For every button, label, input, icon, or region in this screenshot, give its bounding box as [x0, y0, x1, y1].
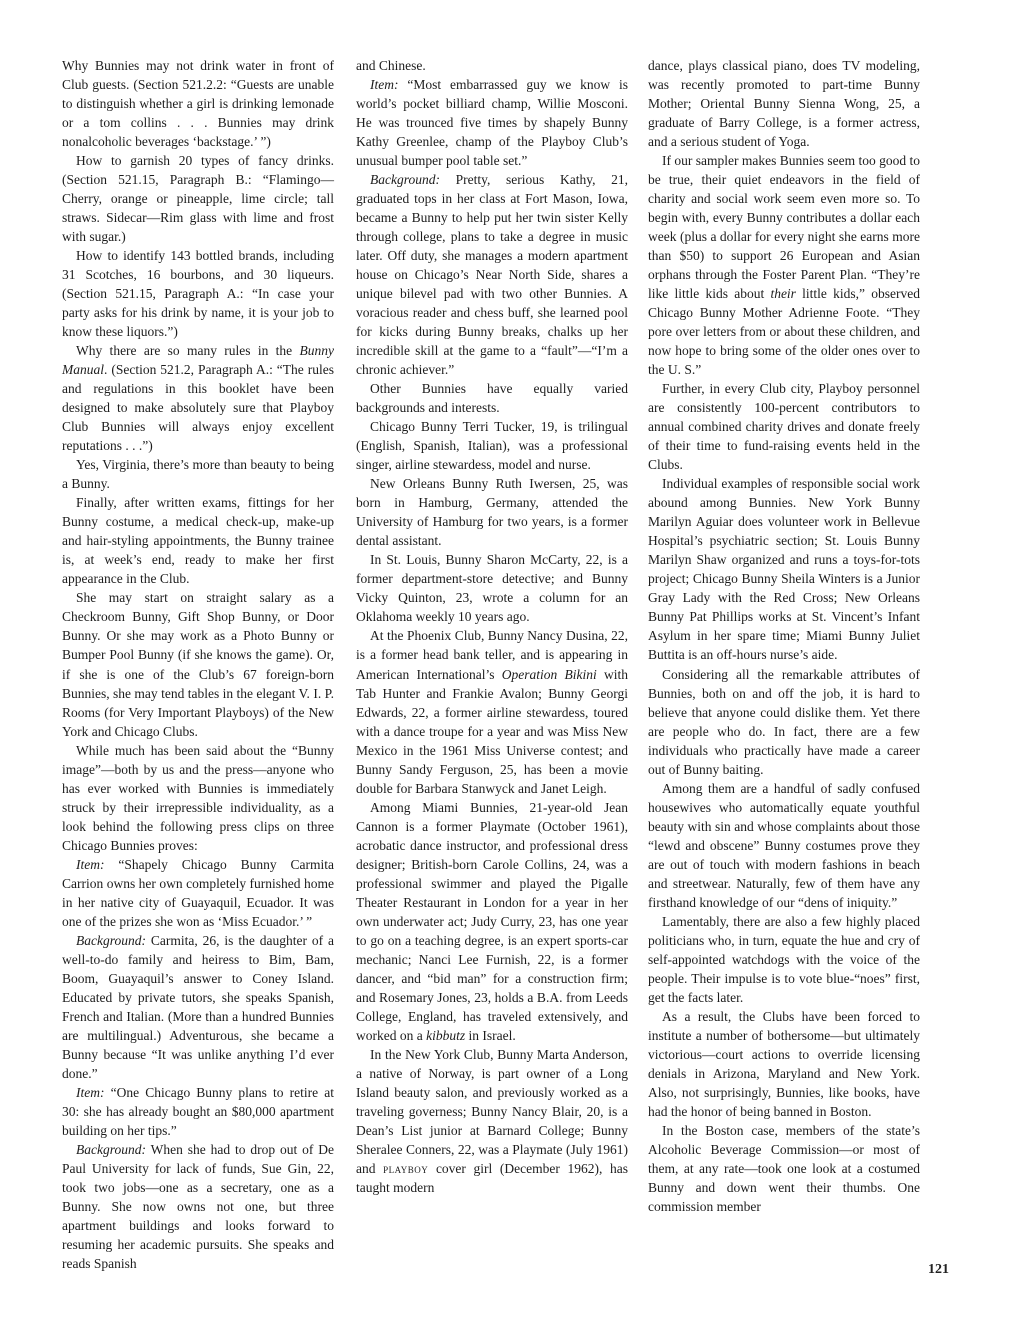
paragraph-text: Lamentably, there are also a few highly placed politicians who, in turn, equate the hue and cry of self-appointed watchdogs with the voice of the people. Their impulse is to vote blue-“noes” first, get the facts later. — [648, 913, 920, 1005]
paragraph — [62, 931, 334, 1083]
paragraph — [648, 779, 920, 912]
paragraph-text: with Tab Hunter and Frankie Avalon; Bunny Georgi Edwards, 22, a former airline stewardess, toured with a dance troupe for a year and was Miss New Mexico in the 1961 Miss Universe contest; and Bunny Sandy Ferguson, 25, has been a movie double for Barbara Stanwyck and Janet Leigh. — [356, 666, 628, 796]
paragraph — [356, 75, 628, 170]
paragraph-text: Considering all the remarkable attributes of Bunnies, both on and off the job, it is hard to believe that anyone could dislike them. Yet there are people who do. In fact, there are a few individuals who practically have made a career out of Bunny baiting. — [648, 666, 920, 777]
paragraph-text: Individual examples of responsible social work abound among Bunnies. New York Bunny Marilyn Aguiar does volunteer work in Bellevue Hospital’s psychiatric section; St. Louis Bunny Marilyn Shaw organized and runs a toys-for-tots project; Chicago Bunny Sheila Winters is a Junior Gray Lady with the Red Cross; New Orleans Bunny Pat Phillips works at St. Vincent’s Infant Asylum in her spare time; Miami Bunny Juliet Buttita is an off-hours nurse’s aide. — [648, 476, 920, 663]
paragraph — [648, 56, 920, 151]
paragraph — [356, 417, 628, 474]
paragraph — [648, 1121, 920, 1216]
paragraph-text: Why there are so many rules in the — [76, 343, 300, 359]
paragraph — [62, 455, 334, 493]
italic-text: Background: — [370, 172, 440, 188]
paragraph-text: How to garnish 20 types of fancy drinks. (Section 521.15, Paragraph B.: “Flamingo—Cherry, orange or pineapple, lime circle; tall straws. Sidecar—Rim glass with lime and frost with sugar.) — [62, 153, 334, 245]
paragraph-text: In the New York Club, Bunny Marta Anderson, a native of Norway, is part owner of a Long Island beauty salon, and previously worked as a traveling governess; Bunny Nancy Blair, 20, is a Dean’s List junior at Barnard College; Bunny Sheralee Conners, 22, was a Playmate (July 1961) and — [356, 1046, 628, 1176]
paragraph — [62, 151, 334, 246]
italic-text: kibbutz — [426, 1027, 466, 1043]
paragraph-text: in Israel. — [465, 1027, 516, 1043]
paragraph-text: In the Boston case, members of the state’s Alcoholic Beverage Commission—or most of them, at any rate—took one look at a costumed Bunny and down went their thumbs. One commission member — [648, 1122, 920, 1214]
italic-text: Background: — [76, 932, 146, 948]
paragraph — [62, 1140, 334, 1273]
paragraph — [356, 170, 628, 379]
italic-text: Item: — [76, 1084, 105, 1100]
paragraph-text: Other Bunnies have equally varied backgrounds and interests. — [356, 381, 628, 416]
paragraph-text: little kids,” observed Chicago Bunny Mother Adrienne Foote. “They pore over letters from or about these children, and now hope to bring some of the older ones over to the U. S.” — [648, 286, 920, 378]
paragraph — [62, 1083, 334, 1140]
italic-text: Operation Bikini — [501, 666, 597, 682]
italic-text: Item: — [76, 856, 105, 872]
paragraph-text: New Orleans Bunny Ruth Iwersen, 25, was born in Hamburg, Germany, attended the University of Hamburg for two years, is a former dental assistant. — [356, 476, 628, 549]
page-number: 121 — [928, 1262, 949, 1277]
paragraph-text: In St. Louis, Bunny Sharon McCarty, 22, is a former department-store detective; and Bunny Vicky Quinton, 23, wrote a column for an Oklahoma weekly 10 years ago. — [356, 552, 628, 625]
paragraph — [648, 379, 920, 474]
paragraph — [356, 798, 628, 1045]
italic-text: Bunny Manual — [62, 343, 334, 378]
paragraph — [356, 56, 628, 75]
paragraph — [62, 741, 334, 855]
paragraph-text: At the Phoenix Club, Bunny Nancy Dusina, 22, is a former head bank teller, and is appearing in American International’s — [356, 628, 628, 682]
italic-text: their — [770, 286, 796, 302]
paragraph-text: Chicago Bunny Terri Tucker, 19, is trilingual (English, Spanish, Italian), was a professional singer, airline stewardess, model and nurse. — [356, 419, 628, 473]
paragraph — [62, 493, 334, 588]
paragraph-text: Among Miami Bunnies, 21-year-old Jean Cannon is a former Playmate (October 1961), acrobatic dance instructor, and professional dress designer; British-born Carole Collins, 24, was a professional swimmer and played the Pigalle Theater Restaurant in London for a year in her own underwater act; Judy Curry, 23, has one year to go on a teaching degree, is an expert sports-car mechanic; Nanci Lee Furnish, 22, is a former dancer, and “bid man” for a construction firm; and Rosemary Jones, 23, holds a B.A. from Leeds College, England, has traveled extensively, and worked on a — [356, 799, 628, 1043]
paragraph — [648, 474, 920, 664]
paragraph-text: Finally, after written exams, fittings for her Bunny costume, a medical check-up, make-up and hair-styling appointments, the Bunny trainee is, at week’s end, ready to make her first appearance in the Club. — [62, 495, 334, 587]
paragraph-text: Among them are a handful of sadly confused housewives who automatically equate youthful beauty with sin and whose complaints about those “lewd and obscene” Bunny costumes prove they are out of touch with modern fashions in beach and streetwear. Naturally, few of them have any firsthand knowledge of our “dens of iniquity.” — [648, 780, 920, 910]
paragraph-text: She may start on straight salary as a Checkroom Bunny, Gift Shop Bunny, or Door Bunny. Or she may work as a Photo Bunny or Bumper Pool Bunny (if she knows the game). Or, if she is one of the Club’s 67 foreign-born Bunnies, she may tend tables in the elegant V. I. P. Rooms (for Very Important Playboys) of the New York and Chicago Clubs. — [62, 590, 334, 739]
paragraph-text: Why Bunnies may not drink water in front of Club guests. (Section 521.2.2: “Guests are unable to distinguish whether a girl is drinking lemonade or a tom collins . . . Bunnies may drink nonalcoholic beverages ‘backstage.’ ”) — [62, 58, 334, 150]
paragraph — [62, 246, 334, 341]
paragraph-text: and Chinese. — [356, 58, 426, 73]
paragraph — [356, 1045, 628, 1197]
paragraph — [62, 588, 334, 740]
paragraph-text: Further, in every Club city, Playboy personnel are consistently 100-percent contributors to annual combined charity drives and donate freely of their time to fund-raising events held in the Clubs. — [648, 381, 920, 473]
paragraph-text: dance, plays classical piano, does TV modeling, was recently promoted to part-time Bunny Mother; Oriental Bunny Sienna Wong, 25, a graduate of Barry College, is a former actress, and a serious student of Yoga. — [648, 58, 920, 150]
paragraph-text: If our sampler makes Bunnies seem too good to be true, their quiet endeavors in the field of charity and social work seem even more so. To begin with, every Bunny contributes a dollar each week (plus a dollar for every night she earns more than $50) to support 26 European and Asian orphans through the Foster Parent Plan. “They’re like little kids about — [648, 153, 920, 302]
italic-text: Background: — [76, 1141, 146, 1157]
paragraph-text: Pretty, serious Kathy, 21, graduated tops in her class at Fort Mason, Iowa, became a Bunny to help put her twin sister Kelly through college, plans to take a degree in music later. Off duty, she manages a modern apartment house on Chicago’s Near North Side, shares a unique bilevel pad with two other Bunnies. A voracious reader and chess buff, she learned pool for kicks during Bunny breaks, chalks up her incredible skill at the game to a “fault”—“I’m a chronic achiever.” — [356, 172, 628, 378]
column-2 — [356, 56, 628, 1197]
paragraph-text: cover girl (December 1962), has taught modern — [356, 1160, 628, 1195]
paragraph — [648, 151, 920, 379]
paragraph-text: “Shapely Chicago Bunny Carmita Carrion owns her own completely furnished home in her native city of Guayaquil, Ecuador. It was one of the prizes she won as ‘Miss Ecuador.’ ” — [62, 856, 334, 929]
paragraph-text: As a result, the Clubs have been forced to institute a number of bothersome—but ultimately victorious—court actions to override licensing denials in Arizona, Maryland and New York. Also, not surprisingly, Bunnies, like books, have had the honor of being banned in Boston. — [648, 1008, 920, 1119]
paragraph — [648, 1007, 920, 1121]
paragraph — [62, 341, 334, 455]
small-caps-text: playboy — [383, 1160, 429, 1176]
paragraph-text: “One Chicago Bunny plans to retire at 30: she has already bought an $80,000 apartment building on her tips.” — [62, 1084, 334, 1138]
paragraph — [356, 550, 628, 626]
paragraph — [356, 626, 628, 797]
column-3 — [648, 56, 920, 1216]
paragraph-text: . (Section 521.2, Paragraph A.: “The rules and regulations in this booklet have been designed to make absolutely sure that Playboy Club Bunnies will always enjoy excellent reputations . . .”) — [62, 362, 334, 454]
paragraph-text: When she had to drop out of De Paul University for lack of funds, Sue Gin, 22, took two jobs—one as a secretary, one as a Bunny. She now owns not one, but three apartment buildings and looks forward to resuming her academic pursuits. She speaks and reads Spanish — [62, 1141, 334, 1271]
paragraph-text: Yes, Virginia, there’s more than beauty to being a Bunny. — [62, 457, 334, 492]
paragraph-text: Carmita, 26, is the daughter of a well-to-do family and heiress to Bim, Bam, Boom, Guayaquil’s answer to Coney Island. Educated by private tutors, she speaks Spanish, French and Italian. (More than a hundred Bunnies are multilingual.) Adventurous, she became a Bunny because “It was unlike anything I’d ever done.” — [62, 932, 334, 1081]
italic-text: Item: — [370, 77, 399, 93]
paragraph — [356, 379, 628, 417]
paragraph-text: While much has been said about the “Bunny image”—both by us and the press—anyone who has ever worked with Bunnies is immediately struck by their irrepressible individuality, as a look behind the following press clips on three Chicago Bunnies proves: — [62, 742, 334, 853]
paragraph — [62, 56, 334, 151]
paragraph — [356, 474, 628, 550]
paragraph — [648, 912, 920, 1007]
column-1 — [62, 56, 334, 1273]
paragraph — [648, 665, 920, 779]
paragraph — [62, 855, 334, 931]
paragraph-text: How to identify 143 bottled brands, including 31 Scotches, 16 bourbons, and 30 liqueurs. (Section 521.15, Paragraph A.: “In case your party asks for his drink by name, it is your job to know these liquors.”) — [62, 248, 334, 340]
paragraph-text: “Most embarrassed guy we know is world’s pocket billiard champ, Willie Mosconi. He was trounced five times by shapely Bunny Kathy Greenlee, champ of the Playboy Club’s unusual bumper pool table set.” — [356, 77, 628, 169]
